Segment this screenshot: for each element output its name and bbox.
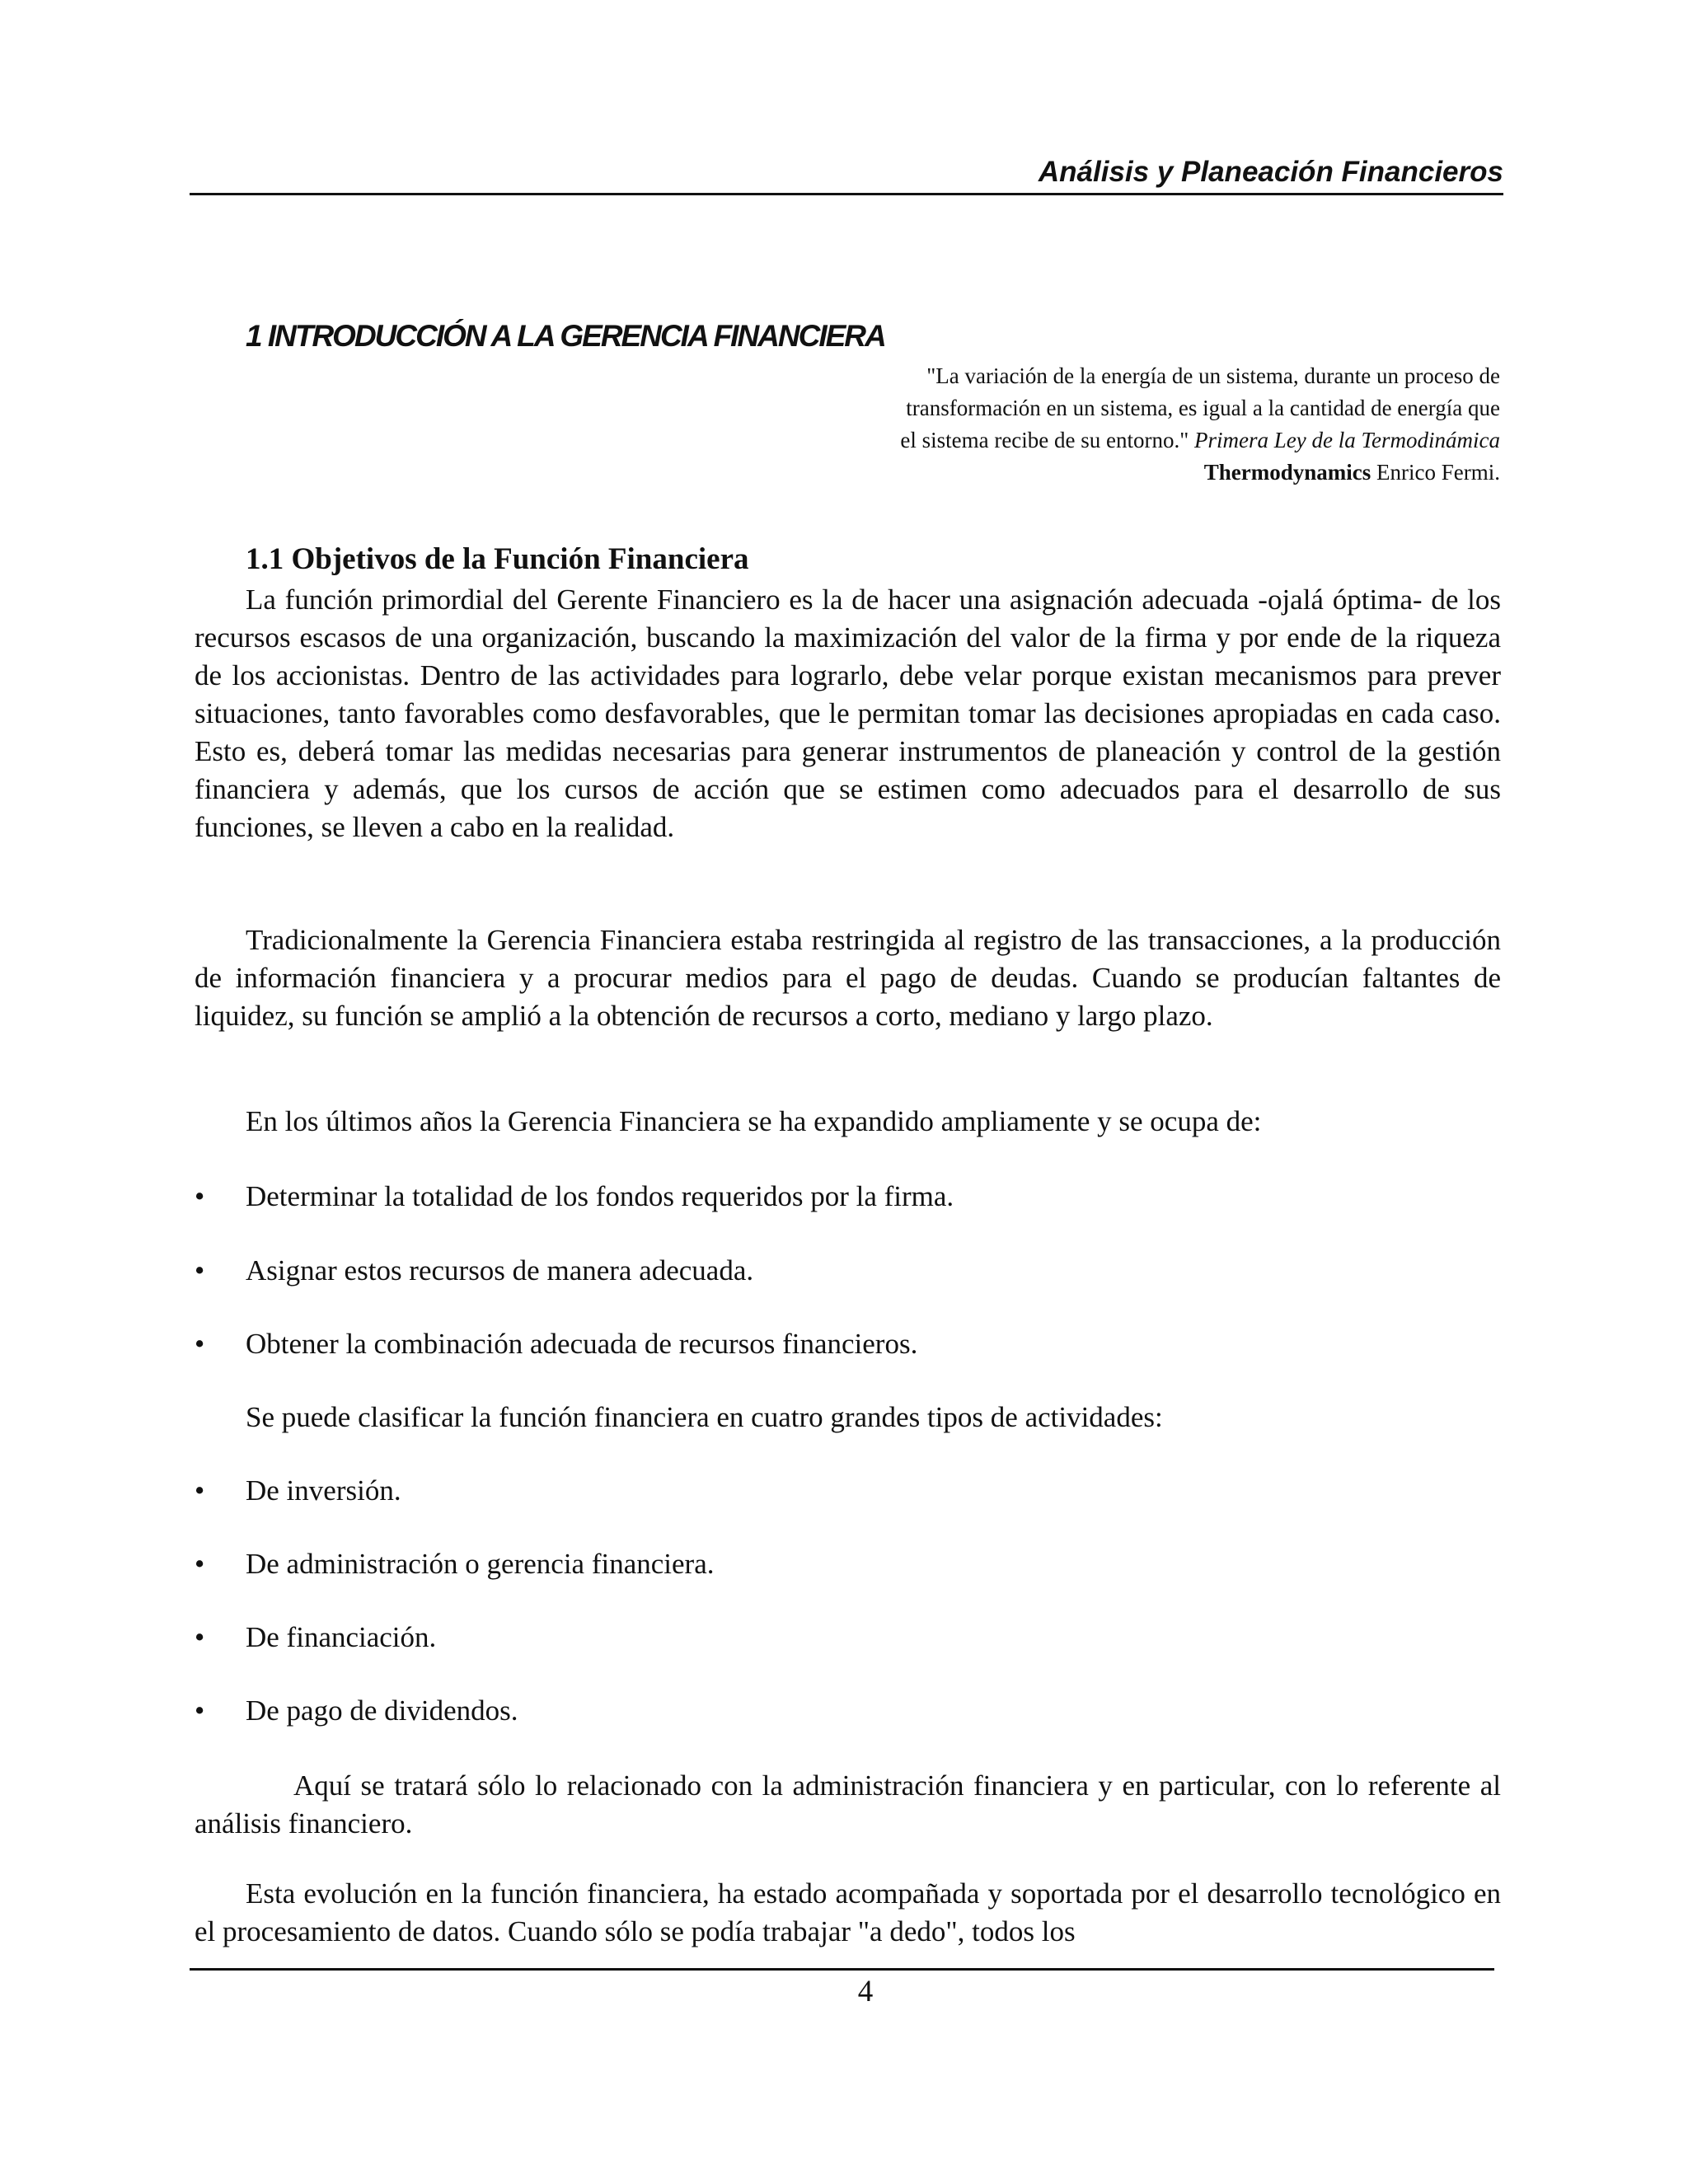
- epigraph-line: transformación en un sistema, es igual a la cantidad de energía que: [906, 396, 1500, 420]
- epigraph: [799, 360, 1500, 489]
- paragraph: La función primordial del Gerente Financiero es la de hacer una asignación adecuada -ojalá óptima- de los recursos escasos de una organización, buscando la maximización del valor de la firma y por ende de la riqueza de los accionistas. Dentro de las actividades para lograrlo, debe velar porque existan mecanismos para prever situaciones, tanto favorables como desfavorables, que le permitan tomar las decisiones apropiadas en cada caso. Esto es, deberá tomar las medidas necesarias para generar instrumentos de planeación y control de la gestión financiera y además, que los cursos de acción que se estimen como adecuados para el desarrollo de sus funciones, se lleven a cabo en la realidad.: [195, 583, 1501, 843]
- list-item: [195, 1472, 1501, 1510]
- list-item: [195, 1252, 1501, 1290]
- epigraph-line-with-citation: [799, 424, 1500, 457]
- paragraph: Se puede clasificar la función financiera en cuatro grandes tipos de actividades:: [246, 1401, 1163, 1433]
- bullet-icon: •: [195, 1694, 205, 1727]
- list-item: [195, 1325, 1501, 1363]
- list-item: [195, 1545, 1501, 1583]
- list-item-text: Obtener la combinación adecuada de recursos financieros.: [246, 1328, 918, 1360]
- paragraph: Aquí se tratará sólo lo relacionado con la administración financiera y en particular, con lo referente al análisis financiero.: [195, 1769, 1501, 1840]
- list-item-text: Determinar la totalidad de los fondos requeridos por la firma.: [246, 1180, 954, 1212]
- chapter-title: 1 INTRODUCCIÓN A LA GERENCIA FINANCIERA: [246, 319, 885, 353]
- epigraph-line: "La variación de la energía de un sistema, durante un proceso de: [926, 363, 1500, 388]
- list-item-text: Asignar estos recursos de manera adecuada.: [246, 1254, 754, 1286]
- epigraph-citation-book: Thermodynamics: [1203, 460, 1372, 485]
- epigraph-line: el sistema recibe de su entorno.": [900, 428, 1189, 452]
- epigraph-attribution: [799, 457, 1500, 489]
- list-item-text: De financiación.: [246, 1621, 437, 1653]
- paragraph: Tradicionalmente la Gerencia Financiera estaba restringida al registro de las transacciones, a la producción de información financiera y a procurar medios para el pago de deudas. Cuando se producían faltantes de liquidez, su función se amplió a la obtención de recursos a corto, mediano y largo plazo.: [195, 924, 1501, 1032]
- list-item-text: De inversión.: [246, 1474, 401, 1507]
- bullet-icon: •: [195, 1180, 205, 1212]
- section-title: 1.1 Objetivos de la Función Financiera: [246, 542, 749, 576]
- page-number: 4: [857, 1975, 874, 2008]
- bullet-icon: •: [195, 1548, 205, 1580]
- bullet-icon: •: [195, 1254, 205, 1286]
- header-rule: [190, 193, 1503, 195]
- list-item-text: De administración o gerencia financiera.: [246, 1548, 715, 1580]
- list-item: [195, 1178, 1501, 1216]
- list-item: [195, 1692, 1501, 1730]
- paragraph: Esta evolución en la función financiera, ha estado acompañada y soportada por el desarrollo tecnológico en el procesamiento de datos. Cuando sólo se podía trabajar "a dedo", todos los: [195, 1877, 1501, 1947]
- bullet-icon: •: [195, 1621, 205, 1653]
- epigraph-citation-work: Primera Ley de la Termodinámica: [1194, 428, 1500, 452]
- list-item-text: De pago de dividendos.: [246, 1694, 518, 1727]
- bullet-icon: •: [195, 1474, 205, 1507]
- footer-rule: [190, 1968, 1494, 1971]
- paragraph: En los últimos años la Gerencia Financiera se ha expandido ampliamente y se ocupa de:: [246, 1105, 1262, 1137]
- bullet-icon: •: [195, 1328, 205, 1360]
- epigraph-author: Enrico Fermi.: [1376, 460, 1500, 485]
- running-header: Análisis y Planeación Financieros: [1038, 156, 1503, 188]
- list-item: [195, 1619, 1501, 1657]
